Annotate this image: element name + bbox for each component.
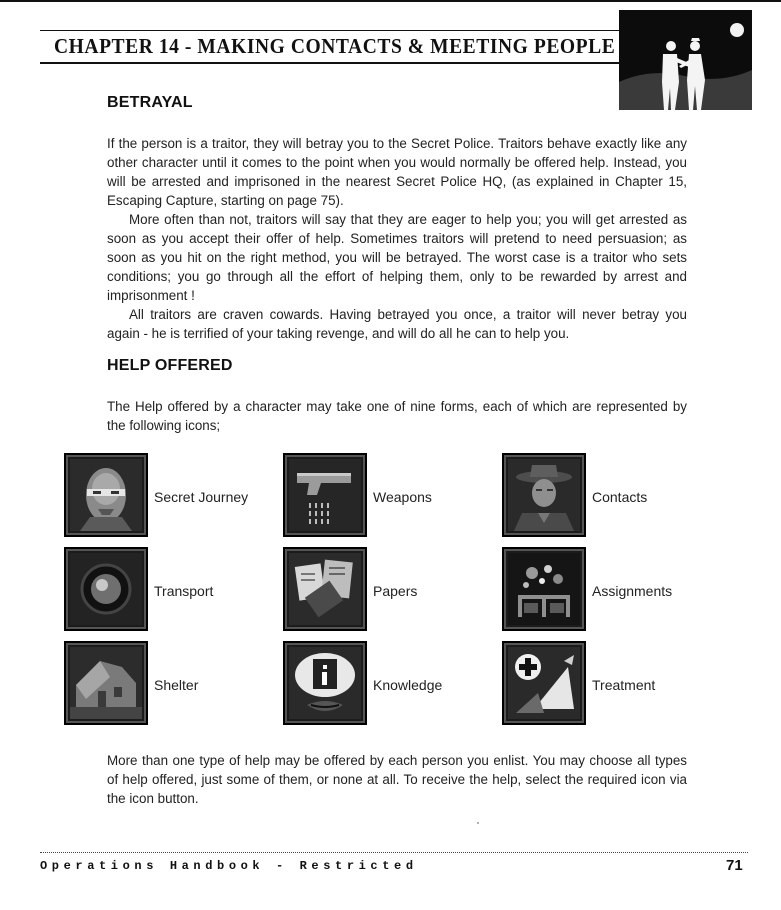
- help-item-secret-journey: [64, 453, 274, 537]
- hatted-man-icon: [502, 453, 586, 537]
- title-rule-bottom: [40, 62, 620, 64]
- footer-rule: [40, 852, 748, 853]
- help-offered-outro: More than one type of help may be offered by each person you enlist. You may choose all types of help offered, just some of them, or none at all. To receive the help, select the required icon via the icon button.: [107, 753, 687, 806]
- documents-icon: [283, 547, 367, 631]
- help-label-contacts: Contacts: [592, 489, 648, 505]
- help-offered-heading: HELP OFFERED: [107, 357, 233, 374]
- help-item-treatment: [502, 641, 712, 725]
- footer-label: Operations Handbook - Restricted: [40, 859, 418, 873]
- help-item-contacts: [502, 453, 712, 537]
- help-offered-intro: The Help offered by a character may take one of nine forms, each of which are represented by the following icons;: [107, 399, 687, 433]
- help-item-shelter: [64, 641, 274, 725]
- info-speech-icon: [283, 641, 367, 725]
- couple-silhouette-icon: [619, 10, 752, 110]
- betrayal-text: [107, 134, 687, 343]
- print-speck: [477, 822, 479, 824]
- chapter-title: CHAPTER 14 - MAKING CONTACTS & MEETING PEOPLE: [54, 34, 616, 58]
- help-icon-grid: [64, 453, 744, 731]
- page-number: 71: [726, 857, 743, 874]
- help-label-secret-journey: Secret Journey: [154, 489, 249, 505]
- explosion-icon: [502, 547, 586, 631]
- betrayal-paragraph-1: If the person is a traitor, they will betray you to the Secret Police. Traitors behave exactly like any other character until it comes to the point when you would normally be offered help. Instead, you will be arrested and imprisoned in the nearest Secret Police HQ, (as explained in Chapter 15, Escaping Capture, starting on page 75).: [107, 136, 687, 208]
- help-label-knowledge: Knowledge: [373, 677, 443, 693]
- help-item-papers: [283, 547, 493, 631]
- help-label-weapons: Weapons: [373, 489, 432, 505]
- betrayal-paragraph-2: More often than not, traitors will say that they are eager to help you; you will get arrested as soon as you accept their offer of help. Sometimes traitors will pretend to need persuasion; as soon as you hit on the right method, you will be betrayed. The worst case is a traitor who sets conditions; you go through all the effort of helping them, only to be rewarded by arrest and imprisonment !: [107, 212, 687, 303]
- help-item-knowledge: [283, 641, 493, 725]
- house-icon: [64, 641, 148, 725]
- help-item-weapons: [283, 453, 493, 537]
- medical-cross-icon: [502, 641, 586, 725]
- top-border: [0, 0, 781, 2]
- help-label-treatment: Treatment: [592, 677, 656, 693]
- help-label-transport: Transport: [154, 583, 214, 599]
- pistol-icon: [283, 453, 367, 537]
- wheel-icon: [64, 547, 148, 631]
- help-label-papers: Papers: [373, 583, 418, 599]
- help-item-transport: [64, 547, 274, 631]
- help-label-shelter: Shelter: [154, 677, 199, 693]
- help-label-assignments: Assignments: [592, 583, 673, 599]
- betrayal-heading: BETRAYAL: [107, 94, 193, 111]
- help-item-assignments: [502, 547, 712, 631]
- betrayal-paragraph-3: All traitors are craven cowards. Having betrayed you once, a traitor will never betray you again - he is terrified of your taking revenge, and will do all he can to help you.: [107, 307, 687, 341]
- masked-face-icon: [64, 453, 148, 537]
- title-rule-top: [40, 30, 620, 31]
